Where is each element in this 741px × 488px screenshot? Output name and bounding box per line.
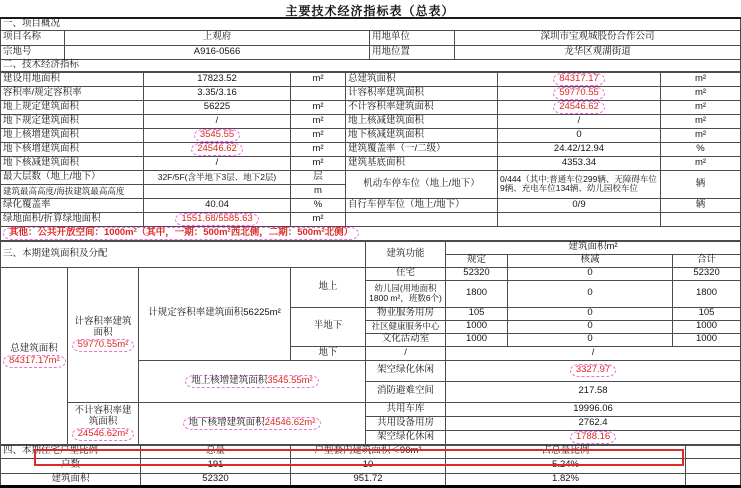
- total-cell: 1000: [673, 333, 741, 346]
- col-header-total: 合计: [673, 254, 741, 267]
- section-header-2: 二、技术经济指标: [1, 59, 741, 71]
- spacer-cell: [686, 458, 741, 473]
- level-above-cell: 地上: [291, 267, 366, 307]
- level-semi-cell: 半地下: [291, 307, 366, 346]
- above-bonus-value: 3545.55m²: [267, 374, 313, 386]
- unit-cell: m: [291, 184, 346, 198]
- total-floor-area-cell: [1, 267, 68, 444]
- label-cell: 绿地面积/折算绿地面积: [1, 212, 144, 226]
- total-cell: 105: [673, 307, 741, 320]
- total-cell: 1000: [673, 320, 741, 333]
- label-cell: 建设用地面积: [1, 72, 144, 86]
- unit-cell: 辆: [661, 170, 741, 198]
- value-cell: [144, 184, 291, 198]
- far-area-label: 计容积率建筑面积: [74, 316, 132, 339]
- highlight-ellipse: 59770.55: [553, 87, 605, 100]
- col-header-ratio: 占总量比例: [446, 445, 686, 458]
- label-cell: 项目名称: [1, 30, 65, 45]
- reduce-cell: 0: [508, 307, 673, 320]
- label-cell: 计容积率建筑面积: [346, 86, 498, 100]
- plan-cell: 52320: [446, 267, 508, 280]
- unit-cell: m²: [291, 100, 346, 114]
- section-header-4: 四、本期住宅户型比例: [1, 445, 141, 458]
- merged-value-cell: /: [446, 346, 741, 360]
- value-cell: 1.82%: [446, 473, 686, 486]
- highlight-ellipse: 24546.62: [553, 101, 605, 114]
- value-cell: 40.04: [144, 198, 291, 212]
- unit-cell: %: [661, 142, 741, 156]
- col-header-function: 建筑功能: [366, 241, 446, 267]
- highlight-ellipse: 3327.97: [570, 364, 616, 377]
- unit-cell: 辆: [661, 198, 741, 212]
- unit-cell: m²: [291, 156, 346, 170]
- highlight-ellipse: 1551.68/5585.63: [175, 213, 258, 226]
- value-cell: 4353.34: [498, 156, 661, 170]
- public-open-space-note: [1, 226, 741, 240]
- merged-value-cell: 217.58: [446, 381, 741, 402]
- value-cell: /: [144, 156, 291, 170]
- value-cell: 上观府: [65, 30, 370, 45]
- merged-value-cell: 2762.4: [446, 416, 741, 430]
- value-cell: [144, 142, 291, 156]
- unit-cell: m²: [661, 114, 741, 128]
- spacer-cell: [686, 445, 741, 458]
- function-cell: 幼儿园(用地面积1800 m²，班数6个): [366, 280, 446, 307]
- label-cell: 最大层数（地上/地下）: [1, 170, 144, 184]
- col-header-plan: 规定: [446, 254, 508, 267]
- reduce-cell: 0: [508, 333, 673, 346]
- unit-cell: m²: [291, 72, 346, 86]
- col-header-reduce: 核减: [508, 254, 673, 267]
- label-cell: 不计容积率建筑面积: [346, 100, 498, 114]
- label-cell: 自行车停车位（地上/地下）: [346, 198, 498, 212]
- label-cell: 建筑覆盖率（一/二级）: [346, 142, 498, 156]
- level-below-cell: 地下: [291, 346, 366, 360]
- label-cell: 地下规定建筑面积: [1, 114, 144, 128]
- value-cell: 10: [291, 458, 446, 473]
- value-cell: 32F/5F(含半地下3层、地下2层): [144, 170, 291, 184]
- label-cell: 地下核减建筑面积: [1, 156, 144, 170]
- label-cell: 绿化覆盖率: [1, 198, 144, 212]
- label-cell: [346, 212, 498, 226]
- total-cell: 52320: [673, 267, 741, 280]
- function-cell: 住宅: [366, 267, 446, 280]
- label-cell: 宗地号: [1, 45, 65, 59]
- far-area-cell: [68, 267, 139, 402]
- unit-cell: m²: [661, 128, 741, 142]
- above-bonus-area-cell: [139, 360, 366, 402]
- function-cell: 架空绿化休闲: [366, 430, 446, 444]
- value-cell: [498, 72, 661, 86]
- value-cell: [498, 86, 661, 100]
- unit-cell: m²: [661, 156, 741, 170]
- unit-cell: m²: [661, 72, 741, 86]
- highlight-ellipse: [185, 375, 318, 388]
- planned-far-area-cell: 计规定容积率建筑面积56225m²: [139, 267, 291, 360]
- value-cell: 17823.52: [144, 72, 291, 86]
- col-header-lt90: 户型套内建筑面积＜90m²: [291, 445, 446, 458]
- value-cell: 191: [141, 458, 291, 473]
- value-cell: 24.42/12.94: [498, 142, 661, 156]
- unit-cell: m²: [291, 128, 346, 142]
- label-cell: 地上规定建筑面积: [1, 100, 144, 114]
- label-cell: 总建筑面积: [346, 72, 498, 86]
- highlight-ellipse: 84317.17: [553, 73, 605, 86]
- highlight-ellipse: [183, 417, 322, 430]
- below-bonus-label: 地下核增建筑面积: [188, 416, 265, 428]
- label-cell: 地下核减建筑面积: [346, 128, 498, 142]
- highlight-ellipse: 1788.16: [570, 431, 616, 444]
- label-cell: 建筑基底面积: [346, 156, 498, 170]
- unit-cell: m²: [291, 212, 346, 226]
- highlight-ellipse: 84317.17m²: [3, 355, 66, 368]
- value-cell: 深圳市宝观城股份合作公司: [455, 30, 741, 45]
- col-header-total: 总量: [141, 445, 291, 458]
- value-cell: A916-0566: [65, 45, 370, 59]
- plan-cell: 1800: [446, 280, 508, 307]
- unit-cell: m²: [291, 114, 346, 128]
- label-cell: 建筑最高高度/海拔建筑最高高度: [1, 184, 144, 198]
- merged-value-cell: [446, 430, 741, 444]
- value-cell: [144, 128, 291, 142]
- label-cell: 容积率/规定容积率: [1, 86, 144, 100]
- below-bonus-area-cell: [139, 402, 366, 444]
- label-cell: 地上核减建筑面积: [346, 114, 498, 128]
- row-label: 户数: [1, 458, 141, 473]
- reduce-cell: 0: [508, 280, 673, 307]
- value-cell: [144, 212, 291, 226]
- area-distribution-table: [0, 241, 741, 445]
- col-header-area: 建筑面积m²: [446, 241, 741, 254]
- value-cell: 52320: [141, 473, 291, 486]
- highlight-ellipse: 3545.55: [194, 129, 240, 142]
- value-cell: 5.24%: [446, 458, 686, 473]
- unit-cell: m²: [661, 86, 741, 100]
- page-title: 主要技术经济指标表（总表）: [285, 4, 455, 18]
- value-cell: 龙华区观湖街道: [455, 45, 741, 59]
- unit-cell: m²: [661, 100, 741, 114]
- reduce-cell: 0: [508, 267, 673, 280]
- non-far-area-cell: [68, 402, 139, 444]
- function-cell: 共用车库: [366, 402, 446, 416]
- highlight-ellipse: 24546.62m²: [72, 428, 135, 441]
- function-cell: 消防避难空间: [366, 381, 446, 402]
- value-cell: 3.35/3.16: [144, 86, 291, 100]
- unit-cell: m²: [291, 142, 346, 156]
- reduce-cell: 0: [508, 320, 673, 333]
- function-cell: 文化活动室: [366, 333, 446, 346]
- label-cell: 机动车停车位（地上/地下）: [346, 170, 498, 198]
- plan-cell: 1000: [446, 333, 508, 346]
- label-cell: 地上核增建筑面积: [1, 128, 144, 142]
- unit-cell: [661, 212, 741, 226]
- value-cell: /: [498, 114, 661, 128]
- function-cell: 架空绿化休闲: [366, 360, 446, 381]
- highlight-ellipse: 24546.62: [191, 143, 243, 156]
- highlight-ellipse: 其他：公共开放空间：1000m²（其中，一期：500m²西北侧，二期：500m²北侧）: [3, 227, 359, 240]
- tech-indicators-table: [0, 72, 741, 241]
- section-header-3: 三、本期建筑面积及分配: [1, 241, 366, 267]
- label-cell: 用地单位: [370, 30, 455, 45]
- section-header-1: 一、项目概况: [1, 18, 741, 30]
- value-cell: [498, 212, 661, 226]
- plan-cell: 1000: [446, 320, 508, 333]
- label-cell: 用地位置: [370, 45, 455, 59]
- row-label: 建筑面积: [1, 473, 141, 486]
- merged-value-cell: 19996.06: [446, 402, 741, 416]
- value-cell: 0: [498, 128, 661, 142]
- value-cell: 0/9: [498, 198, 661, 212]
- function-cell: 物业服务用房: [366, 307, 446, 320]
- non-far-area-label: 不计容积率建筑面积: [74, 404, 132, 427]
- below-bonus-value: 24546.62m²: [264, 416, 316, 428]
- value-cell: 56225: [144, 100, 291, 114]
- merged-value-cell: [446, 360, 741, 381]
- spacer-cell: [686, 473, 741, 486]
- value-cell: /: [144, 114, 291, 128]
- plan-cell: 105: [446, 307, 508, 320]
- above-bonus-label: 地上核增建筑面积: [191, 374, 268, 386]
- housing-ratio-table: [0, 445, 741, 488]
- unit-cell: 层: [291, 170, 346, 184]
- unit-cell: [291, 86, 346, 100]
- project-overview-table: [0, 17, 741, 72]
- value-cell: 951.72: [291, 473, 446, 486]
- function-cell: 社区健康服务中心: [366, 320, 446, 333]
- total-floor-area-label: 总建筑面积: [10, 342, 58, 354]
- unit-cell: %: [291, 198, 346, 212]
- value-cell: [498, 100, 661, 114]
- function-cell: 共用设备用房: [366, 416, 446, 430]
- value-cell: 0/444（其中:普通车位299辆、无障碍车位9辆、充电车位134辆、幼儿园校车位: [498, 170, 661, 198]
- total-cell: 1800: [673, 280, 741, 307]
- function-cell: /: [366, 346, 446, 360]
- label-cell: 地下核增建筑面积: [1, 142, 144, 156]
- highlight-ellipse: 59770.55m²: [72, 339, 135, 352]
